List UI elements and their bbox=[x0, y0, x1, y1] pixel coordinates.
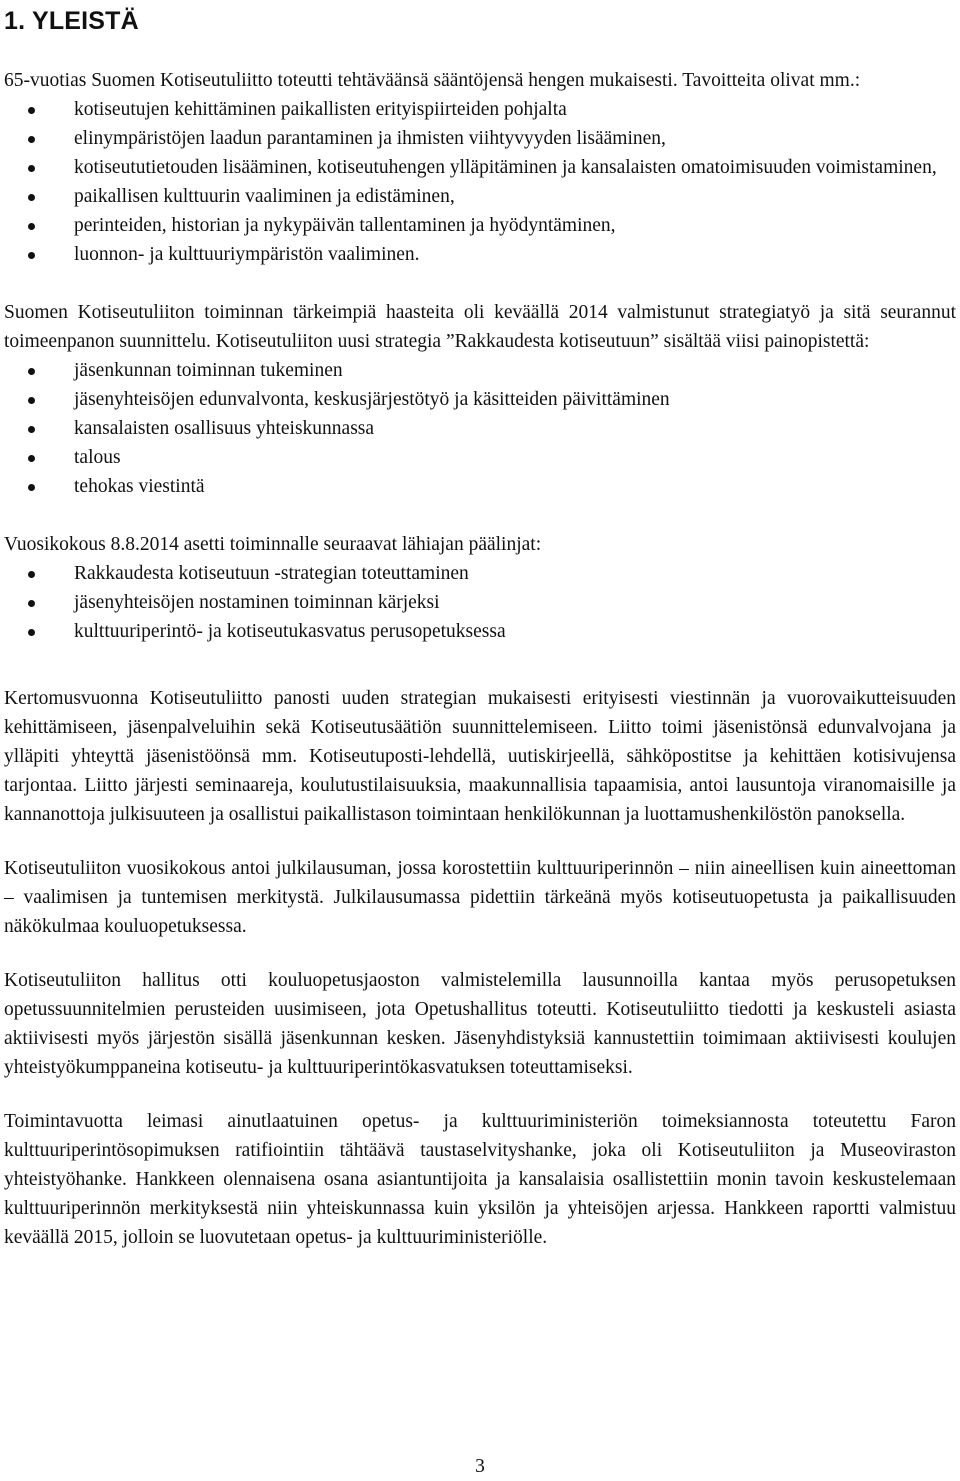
document-page bbox=[4, 0, 956, 1252]
list-item: kulttuuriperintö- ja kotiseutukasvatus perusopetuksessa bbox=[4, 617, 956, 646]
list-item: elinympäristöjen laadun parantaminen ja ihmisten viihtyvyyden lisääminen, bbox=[4, 124, 956, 153]
body-paragraph: Kotiseutuliiton vuosikokous antoi julkilausuman, jossa korostettiin kulttuuriperinnön – niin aineellisen kuin aineettoman – vaalimisen ja tuntemisen merkitystä. Julkilausumassa pidettiin tärkeänä myös kotiseutuopetusta ja paikallisuuden näkökulmaa kouluopetuksessa. bbox=[4, 858, 956, 937]
guidelines-list bbox=[4, 559, 956, 646]
list-item: jäsenyhteisöjen edunvalvonta, keskusjärjestötyö ja käsitteiden päivittäminen bbox=[4, 385, 956, 414]
list-item: talous bbox=[4, 443, 956, 472]
section-heading: 1. YLEISTÄ bbox=[4, 7, 139, 35]
goals-list bbox=[4, 95, 956, 269]
list-item: kotiseututietouden lisääminen, kotiseutuhengen ylläpitäminen ja kansalaisten omatoimisuuden voimistaminen, bbox=[4, 153, 956, 182]
list-item: perinteiden, historian ja nykypäivän tallentaminen ja hyödyntäminen, bbox=[4, 211, 956, 240]
list-item: luonnon- ja kulttuuriympäristön vaaliminen. bbox=[4, 240, 956, 269]
list-item: jäsenyhteisöjen nostaminen toiminnan kärjeksi bbox=[4, 588, 956, 617]
body-paragraph: Kertomusvuonna Kotiseutuliitto panosti uuden strategian mukaisesti erityisesti viestinnän ja vuorovaikutteisuuden kehittämiseen, jäsenpalveluihin sekä Kotiseutusäätiön suunnittelemiseen. Liitto toimi jäsenistönsä edunvalvojana ja ylläpiti yhteyttä jäsenistöönsä mm. Kotiseutuposti-lehdellä, uutiskirjeellä, sähköpostitse ja kehittäen kotisivujensa tarjontaa. Liitto järjesti seminaareja, koulutustilaisuuksia, maakunnallisia tapaamisia, antoi lausuntoja viranomaisille ja kannanottoja julkisuuteen ja osallistui paikallistason toimintaan henkilökunnan ja luottamushenkilöstön panoksella. bbox=[4, 688, 956, 825]
list-item: paikallisen kulttuurin vaaliminen ja edistäminen, bbox=[4, 182, 956, 211]
list-item: Rakkaudesta kotiseutuun -strategian toteuttaminen bbox=[4, 559, 956, 588]
body-paragraph: Toimintavuotta leimasi ainutlaatuinen opetus- ja kulttuuriministeriön toimeksiannosta toteutettu Faron kulttuuriperintösopimuksen ratifiointiin tähtäävä taustaselvityshanke, joka oli Kotiseutuliiton ja Museoviraston yhteistyöhanke. Hankkeen olennaisena osana asiantuntijoita ja kansalaisia osallistettiin monin tavoin keskustelemaan kulttuuriperinnön merkityksestä niin yhteiskunnassa kuin yksilön ja yhteisöjen arjessa. Hankkeen raportti valmistuu keväällä 2015, jolloin se luovutetaan opetus- ja kulttuuriministeriölle. bbox=[4, 1111, 956, 1248]
strategy-paragraph: Suomen Kotiseutuliiton toiminnan tärkeimpiä haasteita oli keväällä 2014 valmistunut strategiatyö ja sitä seurannut toimeenpanon suunnittelu. Kotiseutuliiton uusi strategia ”Rakkaudesta kotiseutuun” sisältää viisi painopistettä: bbox=[4, 302, 956, 352]
focus-points-list bbox=[4, 356, 956, 501]
list-item: jäsenkunnan toiminnan tukeminen bbox=[4, 356, 956, 385]
page-number: 3 bbox=[475, 1456, 485, 1477]
list-item: tehokas viestintä bbox=[4, 472, 956, 501]
body-paragraph: Kotiseutuliiton hallitus otti kouluopetusjaoston valmistelemilla lausunnoilla kantaa myös perusopetuksen opetussuunnitelmien perusteiden uusimiseen, jota Opetushallitus toteutti. Kotiseutuliitto tiedotti ja keskusteli asiasta aktiivisesti myös järjestön sisällä jäsenkunnan kesken. Jäsenyhdistyksiä kannustettiin toimimaan aktiivisesti koulujen yhteistyökumppaneina kotiseutu- ja kulttuuriperintökasvatuksen toteuttamiseksi. bbox=[4, 970, 956, 1078]
annual-meeting-paragraph: Vuosikokous 8.8.2014 asetti toiminnalle seuraavat lähiajan päälinjat: bbox=[4, 534, 542, 555]
list-item: kansalaisten osallisuus yhteiskunnassa bbox=[4, 414, 956, 443]
intro-paragraph: 65-vuotias Suomen Kotiseutuliitto toteutti tehtäväänsä sääntöjensä hengen mukaisesti. Tavoitteita olivat mm.: bbox=[4, 70, 861, 91]
list-item: kotiseutujen kehittäminen paikallisten erityispiirteiden pohjalta bbox=[4, 95, 956, 124]
